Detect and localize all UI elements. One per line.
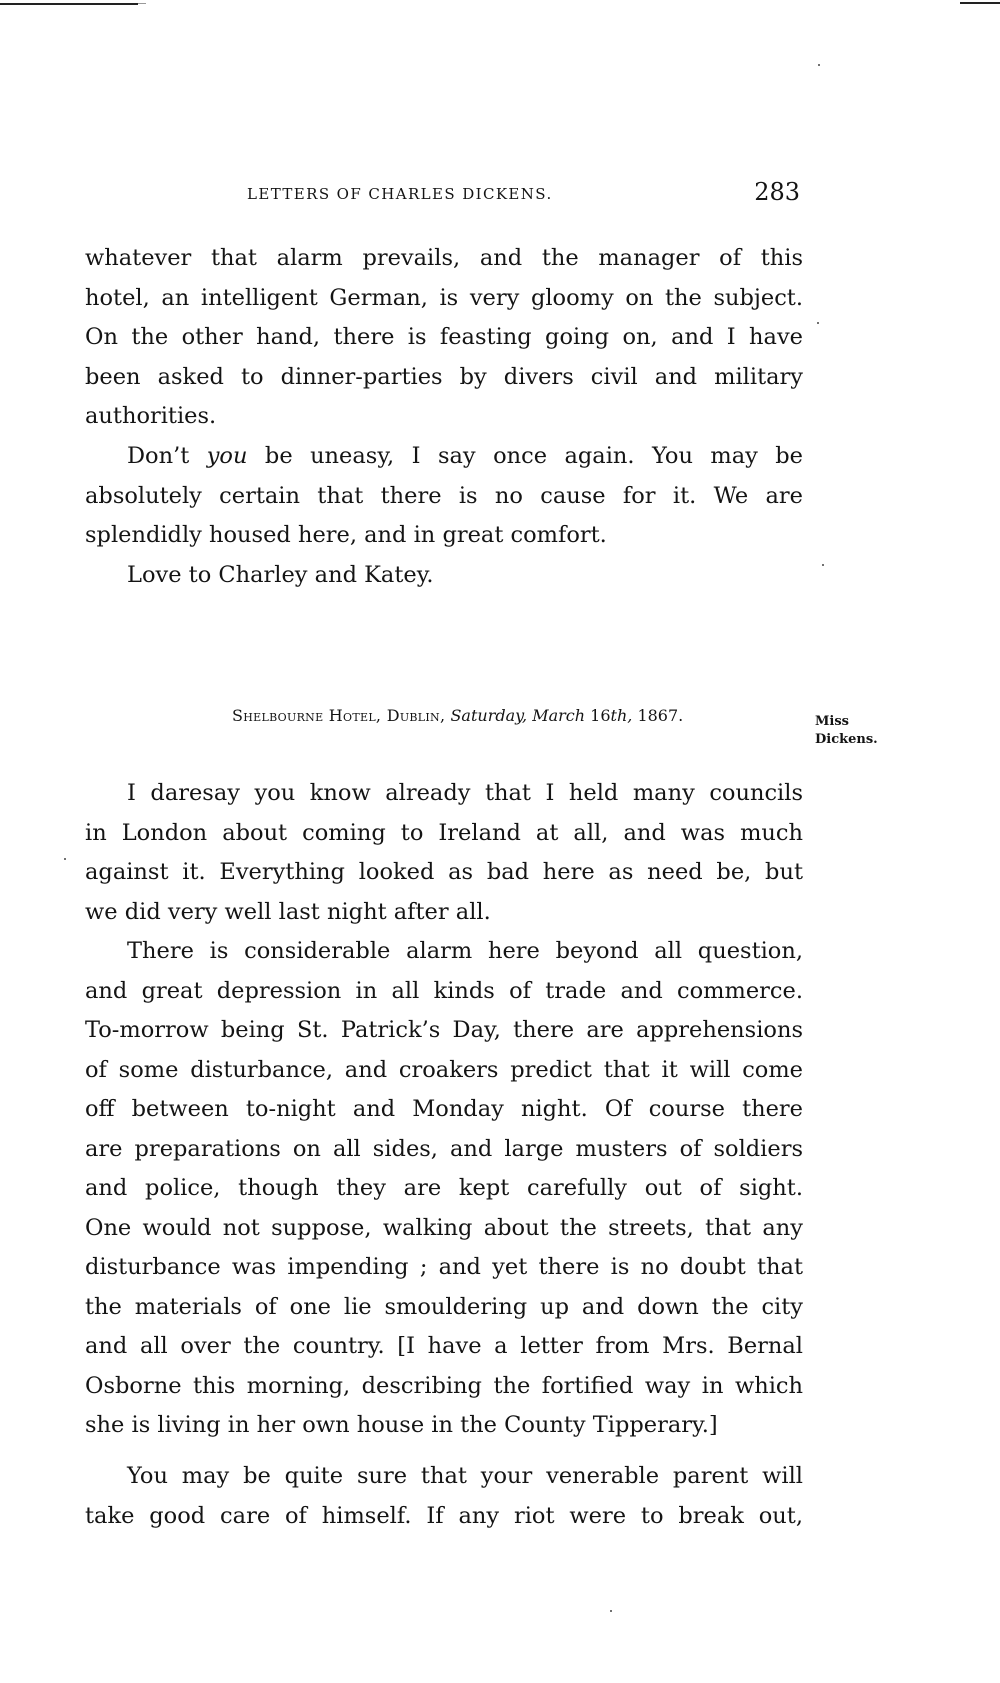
text-line: off between to-night and Monday night. Of course there [85, 1096, 803, 1122]
page-number: 283 [754, 178, 800, 206]
text-line: You may be quite sure that your venerable parent will [127, 1463, 803, 1489]
text-line: in London about coming to Ireland at all, and was much [85, 819, 803, 846]
text-line [85, 437, 803, 477]
margin-note-line: Miss [815, 714, 849, 729]
text-line: disturbance was impending ; and yet there is no doubt that [85, 1254, 803, 1280]
text-line: of some disturbance, and croakers predict that it will come [85, 1056, 803, 1083]
text-line: absolutely certain that there is no cause for it. We are [85, 482, 803, 509]
scan-edge-rule [138, 3, 146, 4]
emphasis-text: you [206, 443, 248, 469]
text-line: Love to Charley and Katey. [127, 562, 434, 588]
margin-note-line: Dickens. [815, 732, 878, 747]
paragraph [85, 932, 803, 1446]
margin-note-recipient [815, 713, 878, 749]
scan-speck [64, 858, 66, 860]
text-line: On the other hand, there is feasting going on, and I have [85, 324, 803, 350]
text-line: are preparations on all sides, and large musters of soldiers [85, 1135, 803, 1162]
text-line: we did very well last night after all. [85, 898, 491, 925]
text-line: Osborne this morning, describing the fortified way in which [85, 1372, 803, 1399]
dateline-day: Saturday, [450, 706, 528, 725]
text-line: One would not suppose, walking about the streets, that any [85, 1214, 803, 1241]
paragraph-closing [85, 556, 803, 596]
dateline-place: Shelbourne Hotel, Dublin, [232, 706, 446, 725]
text-line: and all over the country. [I have a letter from Mrs. Bernal [85, 1333, 803, 1359]
running-head-title: LETTERS OF CHARLES DICKENS. [247, 185, 553, 203]
scan-speck [822, 564, 824, 566]
text-line: take good care of himself. If any riot were to break out, [85, 1502, 803, 1529]
text-line: splendidly housed here, and in great comfort. [85, 522, 607, 548]
text-line: To-morrow being St. Patrick’s Day, there are apprehensions [85, 1017, 803, 1043]
scan-speck [610, 1610, 612, 1612]
paragraph-continuing [85, 1457, 803, 1536]
text-line: been asked to dinner-parties by divers civil and military [85, 363, 803, 390]
dateline-year: 1867. [637, 706, 684, 725]
text-line: hotel, an intelligent German, is very gloomy on the subject. [85, 284, 803, 311]
text-line: whatever that alarm prevails, and the manager of this [85, 245, 803, 271]
text-run: be uneasy, I say once again. You may be [247, 443, 803, 469]
scan-edge-rule [960, 2, 1000, 4]
text-line: against it. Everything looked as bad here as need be, but [85, 859, 803, 885]
text-line: and police, though they are kept carefully out of sight. [85, 1175, 803, 1201]
text-line: I daresay you know already that I held many councils [127, 780, 803, 806]
scan-edge-rule [0, 3, 138, 5]
scan-speck [817, 322, 819, 324]
text-line: she is living in her own house in the County Tipperary.] [85, 1412, 718, 1438]
text-run: Don’t [127, 443, 207, 469]
running-head [85, 178, 800, 212]
paragraph [85, 774, 803, 932]
text-line: There is considerable alarm here beyond all question, [127, 938, 803, 964]
dateline-date-number: 16 [590, 706, 611, 725]
letter-dateline [232, 706, 800, 725]
paragraph-continued [85, 239, 803, 437]
dateline-date [590, 706, 632, 725]
text-line: the materials of one lie smouldering up and down the city [85, 1293, 803, 1320]
paragraph [85, 437, 803, 556]
dateline-month: March [532, 706, 586, 725]
scan-speck [818, 64, 820, 66]
text-line: and great depression in all kinds of trade and commerce. [85, 977, 803, 1004]
dateline-date-suffix: th, [610, 706, 633, 725]
text-line: authorities. [85, 403, 217, 429]
